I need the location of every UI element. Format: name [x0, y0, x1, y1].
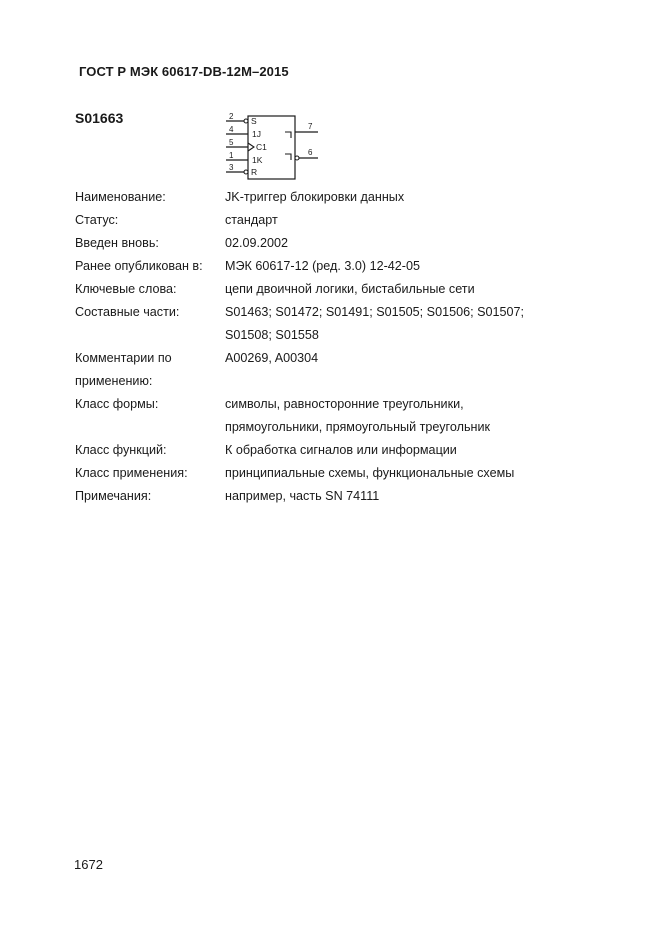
pin-q-number: 7 — [308, 122, 313, 131]
row-shape-class — [75, 393, 635, 439]
shape-class-value-line-1: символы, равносторонние треугольники, — [225, 397, 464, 411]
row-keywords — [75, 278, 635, 301]
previously-published-label: Ранее опубликован в: — [75, 259, 203, 273]
row-function-class — [75, 439, 635, 462]
application-notes-label-line-1: Комментарии по — [75, 351, 172, 365]
keywords-value: цепи двоичной логики, бистабильные сети — [225, 282, 475, 296]
function-class-value: К обработка сигналов или информации — [225, 443, 457, 457]
components-value — [225, 301, 635, 347]
row-notes — [75, 485, 635, 508]
notes-label: Примечания: — [75, 489, 152, 503]
input-j-label: 1J — [252, 129, 261, 139]
pin-qn-negation — [295, 156, 299, 160]
components-value-line-2: S01508; S01558 — [225, 328, 319, 342]
keywords-label: Ключевые слова: — [75, 282, 177, 296]
row-application-notes — [75, 347, 635, 393]
input-r-label: R — [251, 167, 258, 177]
row-status — [75, 209, 635, 232]
shape-class-value-line-2: прямоугольники, прямоугольный треугольник — [225, 420, 491, 434]
components-label: Составные части: — [75, 305, 180, 319]
input-s-label: S — [251, 116, 257, 126]
row-previously-published — [75, 255, 635, 278]
postponed-output-qn-mark — [285, 154, 291, 160]
application-notes-label — [75, 347, 225, 393]
input-k-label: 1K — [252, 155, 263, 165]
row-application-class — [75, 462, 635, 485]
row-components — [75, 301, 635, 347]
clock-triangle — [248, 143, 254, 151]
application-class-label: Класс применения: — [75, 466, 188, 480]
postponed-output-q-mark — [285, 132, 291, 138]
components-value-line-1: S01463; S01472; S01491; S01505; S01506; S01507; — [225, 305, 525, 319]
shape-class-label: Класс формы: — [75, 397, 159, 411]
status-label: Статус: — [75, 213, 119, 227]
pin-s-negation — [244, 119, 248, 123]
document-header: ГОСТ Р МЭК 60617-DB-12M–2015 — [79, 64, 289, 79]
notes-value: например, часть SN 74111 — [225, 489, 380, 503]
shape-class-value — [225, 393, 635, 439]
jk-flip-flop-symbol — [224, 111, 324, 181]
function-class-label: Класс функций: — [75, 443, 167, 457]
symbol-properties — [75, 186, 635, 508]
introduced-value: 02.09.2002 — [225, 236, 289, 250]
page-number: 1672 — [74, 857, 103, 872]
pin-r-number: 3 — [229, 163, 234, 172]
pin-r-negation — [244, 170, 248, 174]
introduced-label: Введен вновь: — [75, 236, 159, 250]
pin-s-number: 2 — [229, 112, 234, 121]
name-value: JK-триггер блокировки данных — [225, 190, 405, 204]
status-value: стандарт — [225, 213, 278, 227]
previously-published-value: МЭК 60617-12 (ред. 3.0) 12-42-05 — [225, 259, 420, 273]
application-notes-label-line-2: применению: — [75, 374, 153, 388]
pin-k-number: 1 — [229, 151, 234, 160]
row-introduced — [75, 232, 635, 255]
application-class-value: принципиальные схемы, функциональные схемы — [225, 466, 515, 480]
input-c-label: C1 — [256, 142, 267, 152]
pin-qn-number: 6 — [308, 148, 313, 157]
pin-j-number: 4 — [229, 125, 234, 134]
symbol-code: S01663 — [75, 110, 124, 126]
pin-c-number: 5 — [229, 138, 234, 147]
application-notes-value: A00269, A00304 — [225, 351, 319, 365]
jk-flip-flop-diagram — [224, 111, 324, 181]
row-name — [75, 186, 635, 209]
name-label: Наименование: — [75, 190, 166, 204]
